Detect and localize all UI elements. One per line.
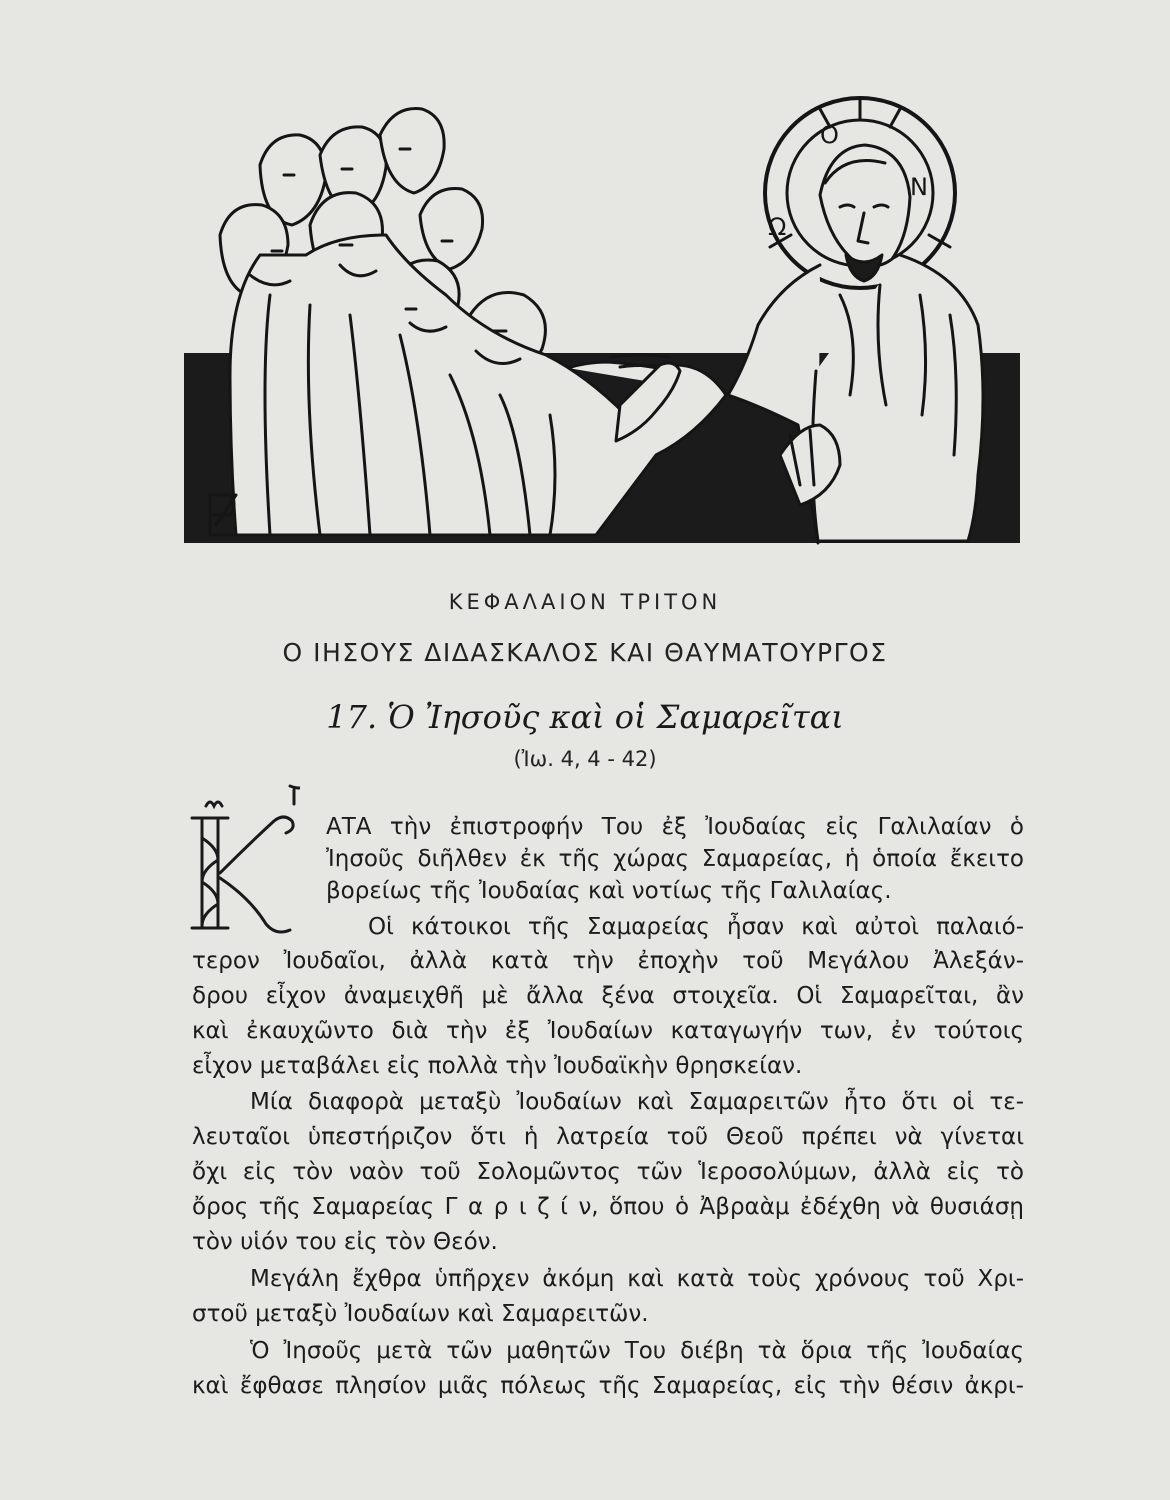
body-line: Οἱ κάτοικοι τῆς Σαμαρείας ἦσαν καὶ αὐτοὶ παλαιό-	[368, 914, 1024, 940]
body-line: τὸν υἱόν του εἰς τὸν Θεόν.	[192, 1229, 498, 1255]
ornamental-drop-cap	[180, 778, 300, 948]
body-line: εἶχον μεταβάλει εἰς πολλὰ τὴν Ἰουδαϊκὴν θρησκείαν.	[192, 1053, 803, 1079]
lesson-reference: (Ἰω. 4, 4 - 42)	[513, 747, 657, 771]
body-line: ὄρος τῆς Σαμαρείας Γ α ρ ι ζ ί ν, ὅπου ὁ Ἀβραὰμ ἐδέχθη νὰ θυσιάσῃ	[192, 1194, 1024, 1220]
drop-cap-letter: Κ	[240, 938, 248, 948]
body-line: Μεγάλη ἔχθρα ὑπῆρχεν ἀκόμη καὶ κατὰ τοὺς χρόνους τοῦ Χρι-	[250, 1266, 1024, 1292]
body-line: Ἰησοῦς διῆλθεν ἐκ τῆς χώρας Σαμαρείας, ἡ ὁποία ἔκειτο	[326, 846, 1024, 872]
body-line: Μία διαφορὰ μεταξὺ Ἰουδαίων καὶ Σαμαρειτῶν ἦτο ὅτι οἱ τε-	[250, 1089, 1024, 1115]
body-line: Ὁ Ἰησοῦς μετὰ τῶν μαθητῶν Του διέβη τὰ ὅρια τῆς Ἰουδαίας	[250, 1338, 1024, 1364]
woodcut-illustration	[180, 95, 1020, 545]
halo-letter: Ω	[768, 213, 787, 241]
lesson-title: 17. Ὁ Ἰησοῦς καὶ οἱ Σαμαρεῖται	[326, 698, 844, 736]
body-line: στοῦ μεταξὺ Ἰουδαίων καὶ Σαμαρειτῶν.	[192, 1301, 649, 1327]
body-line: δρου εἶχον ἀναμειχθῆ μὲ ἄλλα ξένα στοιχεῖα. Οἱ Σαμαρεῖται, ἂν	[192, 983, 1024, 1009]
body-line: βορείως τῆς Ἰουδαίας καὶ νοτίως τῆς Γαλιλαίας.	[326, 878, 892, 904]
halo-letter: Ν	[910, 173, 928, 201]
body-line: ὄχι εἰς τὸν ναὸν τοῦ Σολομῶντος τῶν Ἱεροσολύμων, ἀλλὰ εἰς τὸ	[192, 1159, 1024, 1185]
body-line: καὶ ἐκαυχῶντο διὰ τὴν ἐξ Ἰουδαίων καταγωγήν των, ἐν τούτοις	[192, 1018, 1024, 1044]
body-line: ΑΤΑ τὴν ἐπιστροφήν Του ἐξ Ἰουδαίας εἰς Γαλιλαίαν ὁ	[326, 814, 1024, 840]
chapter-label: ΚΕΦΑΛΑΙΟΝ ΤΡΙΤΟΝ	[448, 590, 722, 614]
chapter-title: Ο ΙΗΣΟΥΣ ΔΙΔΑΣΚΑΛΟΣ ΚΑΙ ΘΑΥΜΑΤΟΥΡΓΟΣ	[282, 638, 888, 667]
halo-letter: Ο	[820, 121, 839, 149]
body-line: καὶ ἔφθασε πλησίον μιᾶς πόλεως τῆς Σαμαρείας, εἰς τὴν θέσιν ἀκρι-	[192, 1373, 1024, 1399]
body-line: λευταῖοι ὑπεστήριζον ὅτι ἡ λατρεία τοῦ Θεοῦ πρέπει νὰ γίνεται	[192, 1124, 1024, 1150]
body-line: τερον Ἰουδαῖοι, ἀλλὰ κατὰ τὴν ἐποχὴν τοῦ Μεγάλου Ἀλεξάν-	[192, 948, 1024, 974]
